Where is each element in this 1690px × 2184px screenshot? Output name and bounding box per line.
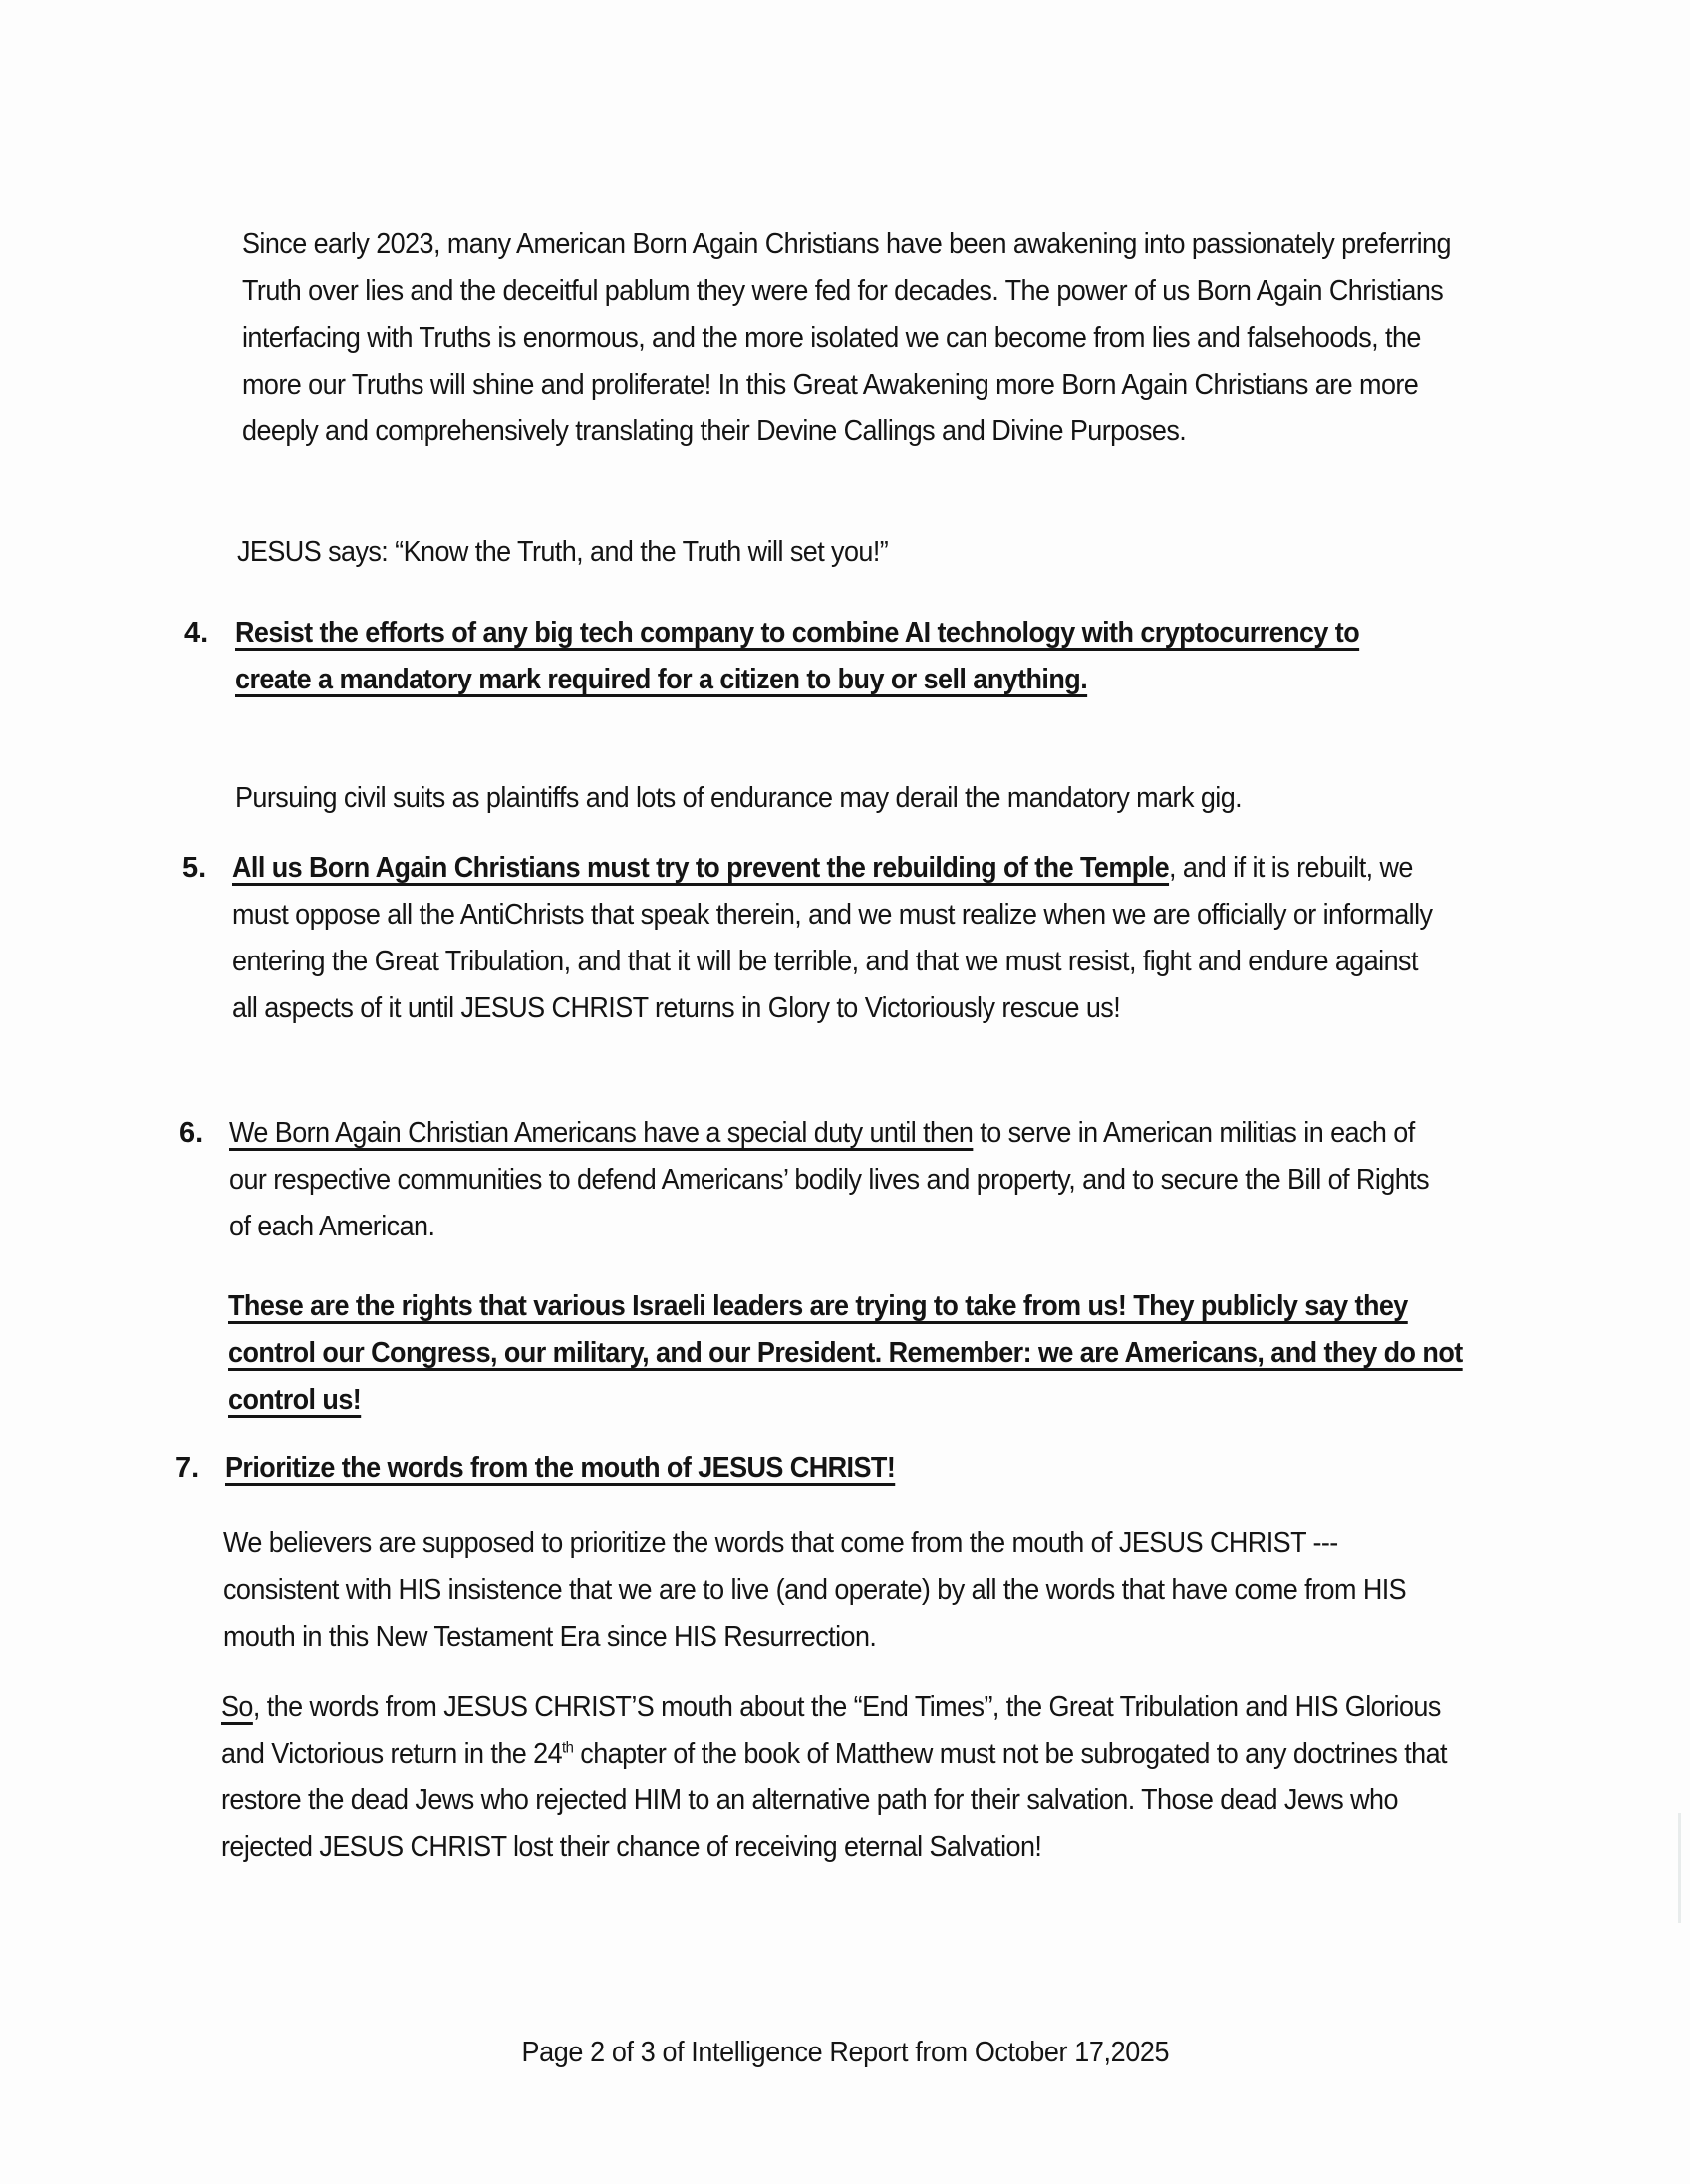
item-5-number: 5.: [182, 852, 207, 884]
item-6-heading: We Born Again Christian Americans have a special duty until then: [229, 1117, 974, 1149]
item-5-body: , and if it is rebuilt, we must oppose all the AntiChrists that speak therein, and we must realize when we are officially or informally entering the Great Tribulation, and that it will be terrible, and that we must resist, fight and endure against all aspects of it until JESUS CHRIST returns in Glory to Victoriously rescue us!: [232, 852, 1433, 1024]
scan-artifact: [1678, 1813, 1681, 1923]
page-footer: [0, 2033, 1690, 2072]
item-6-number: 6.: [179, 1117, 204, 1149]
item-6-body: to serve in American militias in each of our respective communities to defend Americans’ bodily lives and property, and to secure the Bill of Rights of each American.: [229, 1117, 1430, 1242]
item-5-heading: All us Born Again Christians must try to prevent the rebuilding of the Temple: [232, 852, 1170, 884]
item-4-body: Pursuing civil suits as plaintiffs and lots of endurance may derail the mandatory mark gig.: [235, 782, 1243, 814]
item-7-heading: Prioritize the words from the mouth of JESUS CHRIST!: [225, 1452, 896, 1484]
item-6-paragraph: [229, 1110, 1443, 1250]
so-word: So: [221, 1691, 253, 1723]
item-7-body-2-part-a: , the words from JESUS CHRIST’S mouth about the “End Times”, the Great Tribulation and HIS Glorious and Victorious return in the 24: [221, 1691, 1441, 1770]
intro-paragraph: Since early 2023, many American Born Again Christians have been awakening into passionately preferring Truth over lies and the deceitful pablum they were fed for decades. The power of us Born Again Christians interfacing with Truths is enormous, and the more isolated we can become from lies and falsehoods, the more our Truths will shine and proliferate! In this Great Awakening more Born Again Christians are more deeply and comprehensively translating their Devine Callings and Divine Purposes.: [242, 228, 1451, 447]
item-5-paragraph: [232, 845, 1437, 1032]
item-4-heading: Resist the efforts of any big tech company to combine AI technology with cryptocurrency to create a mandatory mark required for a citizen to buy or sell anything.: [235, 617, 1360, 695]
ordinal-suffix: th: [562, 1739, 574, 1757]
footer-text: Page 2 of 3 of Intelligence Report from October 17,2025: [521, 2037, 1169, 2068]
item-4-number: 4.: [184, 617, 209, 649]
item-6-emphasis: These are the rights that various Israeli leaders are trying to take from us! They publicly say they control our Congress, our military, and our President. Remember: we are Americans, and they do not control us!: [228, 1290, 1463, 1416]
jesus-quote: JESUS says: “Know the Truth, and the Truth will set you!”: [237, 536, 889, 568]
item-7-body-2-part-b: chapter of the book of Matthew must not be subrogated to any doctrines that restore the dead Jews who rejected HIM to an alternative path for their salvation. Those dead Jews who rejected JESUS CHRIST lost their chance of receiving eternal Salvation!: [221, 1738, 1447, 1863]
item-7-body: We believers are supposed to prioritize the words that come from the mouth of JESUS CHRIST --- consistent with HIS insistence that we are to live (and operate) by all the words that have come from HIS mouth in this New Testament Era since HIS Resurrection.: [223, 1527, 1407, 1653]
item-7-body-2: [221, 1684, 1459, 1871]
item-7-number: 7.: [175, 1452, 200, 1484]
